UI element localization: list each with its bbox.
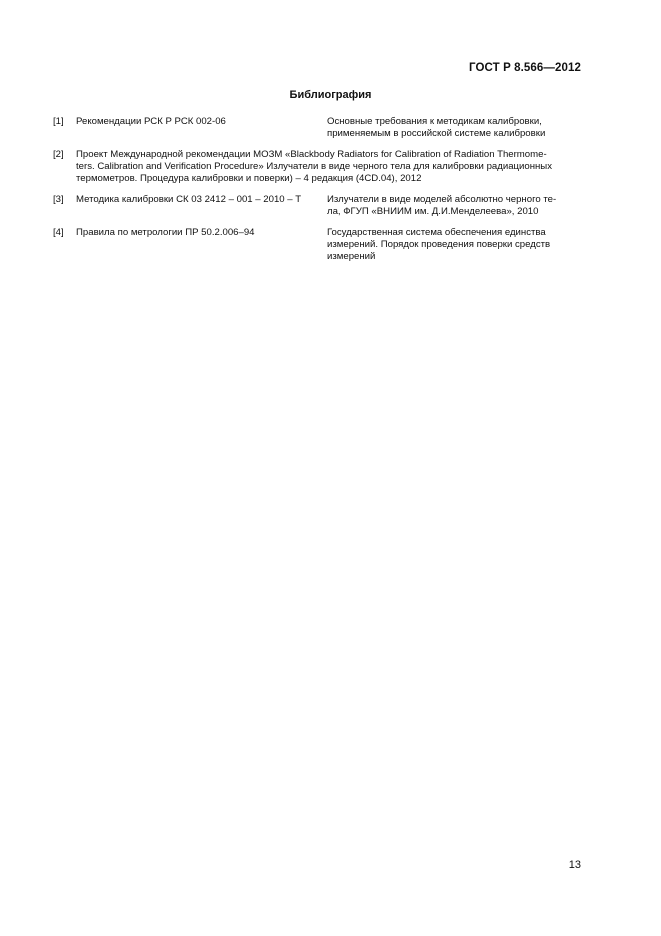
entry-description [327,227,583,263]
bibliography-entry-4 [53,227,583,263]
entry-text-line: термометров. Процедура калибровки и поверки) – 4 редакция (4CD.04), 2012 [76,173,422,184]
entry-text-line: Проект Международной рекомендации МОЗМ «Blackbody Radiators for Calibration of Radiation Thermome- [76,149,547,160]
document-code: ГОСТ Р 8.566—2012 [469,62,581,74]
bibliography-entry-2 [53,149,583,185]
entry-description-line: Основные требования к методикам калибровки, [327,116,542,127]
entry-description-line: Государственная система обеспечения единства [327,227,546,238]
entry-text [76,149,583,185]
entry-number: [4] [53,227,64,238]
bibliography-entry-1 [53,116,583,140]
entry-description-line: измерений [327,251,376,262]
entry-source: Рекомендации РСК Р РСК 002-06 [76,116,226,127]
entry-text-line: ters. Calibration and Verification Procedure» Излучатели в виде черного тела для калибровки радиационных [76,161,553,172]
bibliography-entry-3 [53,194,583,218]
entry-description [327,116,583,140]
entry-source: Правила по метрологии ПР 50.2.006–94 [76,227,255,238]
bibliography-list [53,116,583,272]
entry-source: Методика калибровки СК 03 2412 – 001 – 2010 – Т [76,194,302,205]
bibliography-title: Библиография [289,89,372,101]
entry-description-line: ла, ФГУП «ВНИИМ им. Д.И.Менделеева», 2010 [327,206,539,217]
entry-description-line: измерений. Порядок проведения поверки средств [327,239,551,250]
page-number: 13 [568,859,581,871]
entry-description-line: применяемым в российской системе калибровки [327,128,546,139]
entry-description [327,194,583,218]
entry-description-line: Излучатели в виде моделей абсолютно черного те- [327,194,557,205]
entry-number: [1] [53,116,64,127]
entry-number: [3] [53,194,64,205]
entry-number: [2] [53,149,64,160]
